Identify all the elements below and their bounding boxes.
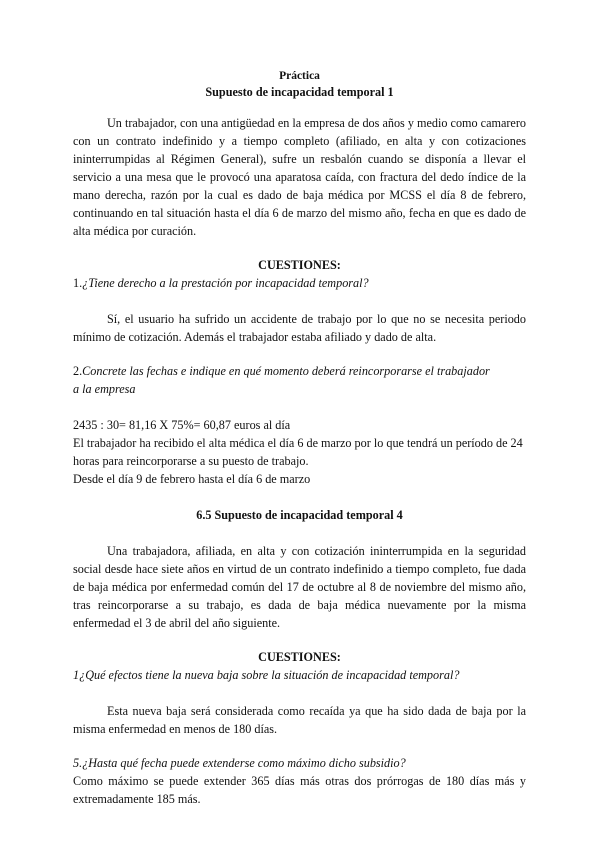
- question-number: 2.: [73, 364, 83, 378]
- question-text: ¿Tiene derecho a la prestación por incapacidad temporal?: [82, 276, 369, 290]
- case4-question-1: [73, 666, 526, 684]
- case4-title: 6.5 Supuesto de incapacidad temporal 4: [196, 508, 403, 522]
- case4-statement: Una trabajadora, afiliada, en alta y con cotización ininterrumpida en la seguridad social desde hace siete años en virtud de un contrato indefinido a tiempo completo, fue dada de baja médica por enfermedad común del 17 de octubre al 8 de noviembre del mismo año, tras reincorporarse a su trabajo, es dada de baja médica nuevamente por la misma enfermedad el 3 de abril del año siguiente.: [73, 544, 526, 630]
- question-text: ¿Qué efectos tiene la nueva baja sobre la situación de incapacidad temporal?: [79, 668, 460, 682]
- case1-answer-2-calc: 2435 : 30= 81,16 X 75%= 60,87 euros al día: [73, 418, 291, 432]
- case4-answer-1: Esta nueva baja será considerada como recaída ya que ha sido dada de baja por la misma enfermedad en menos de 180 días.: [73, 704, 526, 736]
- question-number: 5.: [73, 756, 83, 770]
- case1-answer-2-text: El trabajador ha recibido el alta médica el día 6 de marzo por lo que tendrá un período de 24 horas para reincorporarse a su puesto de trabajo.: [73, 436, 523, 468]
- case1-answer-1: Sí, el usuario ha sufrido un accidente de trabajo por lo que no se necesita periodo mínimo de cotización. Además el trabajador estaba afiliado y dado de alta.: [73, 312, 526, 344]
- case1-title: Supuesto de incapacidad temporal 1: [205, 85, 394, 99]
- case4-cuestiones-heading: CUESTIONES:: [258, 650, 341, 664]
- case1-cuestiones-heading: CUESTIONES:: [258, 258, 341, 272]
- question-text: ¿Hasta qué fecha puede extenderse como máximo dicho subsidio?: [82, 756, 406, 770]
- case1-answer-2-dates: Desde el día 9 de febrero hasta el día 6 de marzo: [73, 472, 311, 486]
- case4-question-5: [73, 754, 526, 772]
- question-text: Concrete las fechas e indique en qué momento deberá reincorporarse el trabajador: [82, 364, 490, 378]
- practice-label: Práctica: [279, 70, 320, 82]
- case1-question-1: [73, 274, 526, 292]
- case4-answer-5: Como máximo se puede extender 365 días más otras dos prórrogas de 180 días más y extremadamente 185 más.: [73, 774, 526, 806]
- document-content: [73, 68, 526, 808]
- question-number: 1.: [73, 276, 83, 290]
- question-number: 1: [73, 668, 80, 682]
- case1-question-2-cont: a la empresa: [73, 382, 136, 396]
- case1-question-2: [73, 362, 526, 380]
- case1-statement: Un trabajador, con una antigüedad en la empresa de dos años y medio como camarero con un contrato indefinido y a tiempo completo (afiliado, en alta y con cotizaciones ininterrumpidas al Régimen General), sufre un resbalón cuando se disponía a llevar el servicio a una mesa que le provocó una aparatosa caída, con fractura del dedo índice de la mano derecha, razón por la cual es dado de baja médica por MCSS el día 8 de febrero, continuando en tal situación hasta el día 6 de marzo del mismo año, fecha en que es dado de alta médica por curación.: [73, 116, 526, 238]
